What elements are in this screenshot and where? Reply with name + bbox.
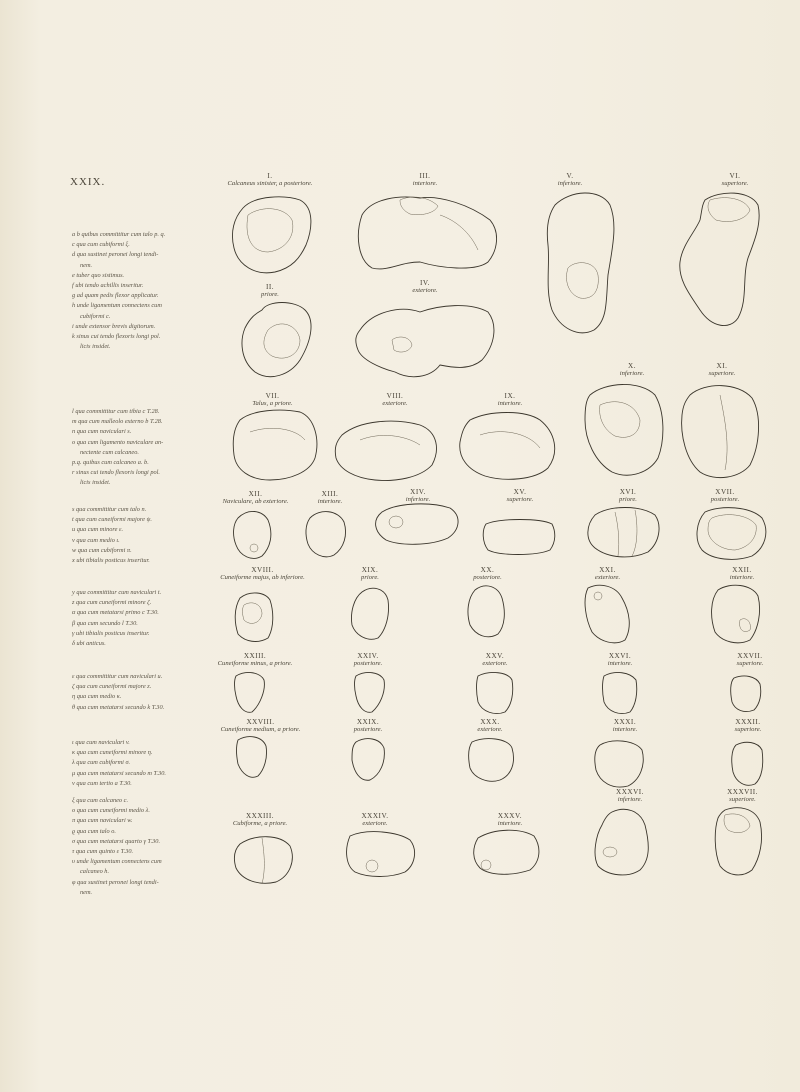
legend-line: k sinus cui tendo flexoris longi pol. <box>72 333 161 341</box>
figure-19-label: XIX. priore. <box>361 566 379 581</box>
legend-line: τ qua cum quinto ε T.30. <box>72 848 134 856</box>
figure-16-label: XVI. priore. <box>619 488 637 503</box>
figure-24-drawing <box>355 673 385 713</box>
figure-20-label: XX. posteriore. <box>473 566 502 581</box>
figure-31-drawing <box>595 741 643 787</box>
figure-22-drawing <box>712 585 760 643</box>
legend-line: m qua cum malleolo externo b T.28. <box>72 418 163 426</box>
legend-line: licis insidet. <box>80 343 111 351</box>
legend-line: μ qua cum metatarsi secundo m T.30. <box>72 769 166 777</box>
legend-line: h unde ligamentum connectens cum <box>72 302 162 310</box>
figure-9-label: IX. interiore. <box>497 392 523 407</box>
figure-32-label: XXXII. superiore. <box>734 718 762 733</box>
figure-34-drawing <box>347 832 415 877</box>
figure-24-label: XXIV. posteriore. <box>353 652 383 667</box>
figure-29-drawing <box>352 739 384 781</box>
legend-line: nem. <box>80 888 93 896</box>
figure-11-label: XI. superiore. <box>708 362 736 377</box>
figure-7-label: VII. Talus, a priore. <box>252 392 293 407</box>
figure-9-drawing <box>460 413 555 480</box>
figure-35-label: XXXV. interiore. <box>497 812 523 827</box>
legend-line: calcaneo h. <box>80 868 110 876</box>
figure-8-drawing <box>335 421 436 480</box>
legend-line: u qua cum minore ε. <box>72 526 124 534</box>
figure-8-label: VIII. exteriore. <box>382 392 408 407</box>
figure-3-drawing <box>358 197 496 269</box>
legend-line: f ubi tendo achillis inseritur. <box>72 282 144 290</box>
legend-line: r sinus cui tendo flexoris longi pol. <box>72 469 160 477</box>
figure-18-drawing <box>235 593 273 642</box>
legend-line: d qua sustinet peronei longi tendi- <box>72 251 159 259</box>
legend-line: s qua committitur cum talo n. <box>72 506 147 513</box>
figure-35-drawing <box>474 830 539 874</box>
figure-28-label: XXVIII. Cuneiforme medium, a priore. <box>220 718 301 733</box>
figure-30-drawing <box>469 739 514 782</box>
figure-1-drawing <box>232 197 310 273</box>
figure-10-label: X. inferiore. <box>619 362 645 377</box>
figure-29-label: XXIX. posteriore. <box>353 718 383 733</box>
legend-line: λ qua cum cubiformi σ. <box>72 759 131 767</box>
figure-2-label: II. priore. <box>261 283 279 298</box>
legend-line: π qua cum naviculari w. <box>72 817 133 825</box>
legend-line: y qua committitur cum naviculari t. <box>72 589 162 596</box>
legend-line: n qua cum naviculari s. <box>72 428 132 436</box>
figure-7-drawing <box>233 410 317 480</box>
legend-line: p.q. quibus cum calcaneo a. b. <box>72 459 149 467</box>
figure-2-drawing <box>242 303 311 377</box>
figure-30-label: XXX. exteriore. <box>477 718 503 733</box>
figure-21-drawing <box>585 585 629 643</box>
figure-32-drawing <box>732 742 763 785</box>
legend-line: ζ qua cum cuneiformi majore z. <box>72 683 152 691</box>
legend-line: δ ubi anticus. <box>72 640 106 648</box>
figure-37-drawing <box>715 808 761 875</box>
figure-17-drawing <box>697 508 766 560</box>
figure-15-label: XV. superiore. <box>506 488 534 503</box>
figure-15-drawing <box>483 520 555 555</box>
figure-21-label: XXI. exteriore. <box>594 566 621 581</box>
legend-line: β qua cum secundo l T.30. <box>72 619 138 627</box>
figure-28-drawing <box>237 737 267 778</box>
figure-10-drawing <box>585 384 663 475</box>
legend-line: cubiformi c. <box>80 312 111 320</box>
legend-line: c qua cum cubiformi ξ. <box>72 241 130 249</box>
figure-4-drawing <box>356 306 494 377</box>
legend-line: nectente cum calcaneo. <box>80 448 139 456</box>
legend-line: z qua cum cuneiformi minore ζ. <box>72 599 152 607</box>
figure-19-drawing <box>351 588 388 639</box>
figure-23-label: XXIII. Cuneiforme minus, a priore. <box>217 652 293 667</box>
figure-26-drawing <box>603 673 637 714</box>
figure-25-drawing <box>477 673 513 714</box>
figure-18-label: XVIII. Cuneiforme majus, ab inferiore. <box>220 566 305 581</box>
legend-line: υ unde ligamentum connectens cum <box>72 858 162 866</box>
legend-line: g ad quam pedis flexor applicatur. <box>72 292 159 300</box>
legend-line: t qua cum cuneiformi majore ψ. <box>72 516 152 524</box>
legend-line: e tuber quo sistimus. <box>72 271 125 279</box>
legend-line: x ubi tibialis posticus inseritur. <box>72 557 150 565</box>
figure-14-label: XIV. inferiore. <box>405 488 431 503</box>
legend-line: σ qua cum metatarsi quarto γ T.30. <box>72 837 161 845</box>
legend-line: w qua cum cubiformi π. <box>72 546 132 554</box>
figure-12-label: XII. Naviculare, ab exteriore. <box>222 490 289 505</box>
figure-23-drawing <box>235 673 265 713</box>
figure-16-drawing <box>588 508 659 557</box>
figure-26-label: XXVI. interiore. <box>607 652 633 667</box>
legend-line: ο qua cum cuneiformi medio λ. <box>72 807 150 815</box>
figure-5-label: V. inferiore. <box>557 172 583 187</box>
figure-27-label: XXVII. superiore. <box>736 652 764 667</box>
figure-13-label: XIII. interiore. <box>317 490 343 505</box>
legend-line: φ qua sustinet peronei longi tendi- <box>72 878 159 886</box>
figure-11-drawing <box>682 386 759 478</box>
figure-36-label: XXXVI. inferiore. <box>616 788 644 803</box>
figure-17-label: XVII. posteriore. <box>710 488 740 503</box>
figure-33-label: XXXIII. Cubiforme, a priore. <box>232 812 288 827</box>
legend-line: nem. <box>80 261 93 269</box>
figure-13-drawing <box>306 512 346 557</box>
figure-36-drawing <box>595 809 648 875</box>
legend-line: i unde extensor brevis digitorum. <box>72 322 156 330</box>
figure-34-label: XXXIV. exteriore. <box>361 812 389 827</box>
legend-line: ϱ qua cum talo o. <box>72 827 116 835</box>
legend-line: l qua committitur cum tibia c T.28. <box>72 408 160 415</box>
figure-14-drawing <box>376 504 458 544</box>
legend-line: α qua cum metatarsi primo c T.30. <box>72 609 159 617</box>
figure-37-label: XXXVII. superiore. <box>727 788 758 803</box>
figure-4-label: IV. exteriore. <box>412 279 438 294</box>
legend-line: ι qua cum naviculari v. <box>72 739 130 746</box>
figure-27-drawing <box>731 676 761 712</box>
legend-line: ε qua committitur cum naviculari u. <box>72 673 163 680</box>
legend-line: a b quibus committitur cum talo p. q. <box>72 231 166 238</box>
figure-3-label: III. interiore. <box>412 172 438 187</box>
figure-20-drawing <box>468 586 504 637</box>
figure-12-drawing <box>234 511 271 558</box>
figure-6-label: VI. superiore. <box>721 172 749 187</box>
figure-33-drawing <box>234 837 292 884</box>
legend-line: ν qua cum tertio a T.30. <box>72 779 132 787</box>
legend-line: v qua cum medio ι. <box>72 536 120 544</box>
legend-line: ξ qua cum calcaneo c. <box>72 797 129 804</box>
legend-line: η qua cum medio κ. <box>72 693 122 701</box>
figure-1-label: I. Calcaneus sinister, a posteriore. <box>227 172 313 187</box>
legend-line: γ ubi tibialis posticus inseritur. <box>72 629 150 637</box>
legend-line: o qua cum ligamento naviculare an- <box>72 438 164 446</box>
figure-5-drawing <box>547 193 614 333</box>
legend-line: κ qua cum cuneiformi minore η. <box>72 749 153 757</box>
legend-line: θ qua cum metatarsi secundo k T.30. <box>72 703 165 711</box>
figure-25-label: XXV. exteriore. <box>482 652 508 667</box>
figure-22-label: XXII. interiore. <box>729 566 755 581</box>
figure-6-drawing <box>680 193 759 326</box>
plate-number: XXIX. <box>70 176 106 188</box>
figure-31-label: XXXI. interiore. <box>612 718 638 733</box>
legend-line: licis insidet. <box>80 479 111 487</box>
